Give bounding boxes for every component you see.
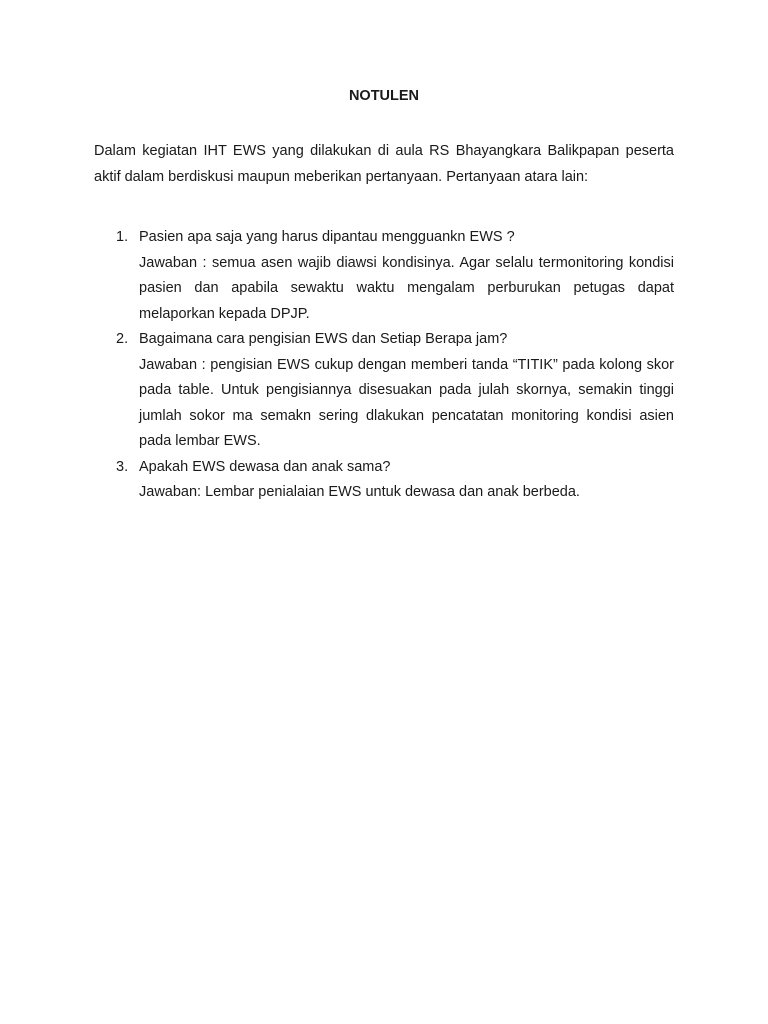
question-list [94, 225, 674, 506]
list-item-number: 3. [116, 458, 129, 475]
answer-text: Jawaban : semua asen wajib diawsi kondisinya. Agar selalu termonitoring kondisi pasien dan apabila sewaktu waktu mengalam perburukan petugas dapat melaporkan kepada DPJP. [139, 254, 674, 322]
list-item-number: 1. [116, 229, 129, 245]
list-item-number: 2. [116, 331, 129, 347]
list-item [94, 327, 674, 455]
question-text: Bagaimana cara pengisian EWS dan Setiap Berapa jam? [139, 331, 508, 347]
question-text: Apakah EWS dewasa dan anak sama? [139, 458, 391, 475]
answer-text: Jawaban : pengisian EWS cukup dengan memberi tanda “TITIK” pada kolong skor pada table. Untuk pengisiannya disesuakan pada julah skornya, semakin tinggi jumlah sokor ma semakn sering dlakukan pencatatan monitoring kondisi asien pada lembar EWS. [139, 356, 674, 449]
question-text: Pasien apa saja yang harus dipantau mengguankn EWS ? [139, 229, 515, 245]
intro-paragraph: Dalam kegiatan IHT EWS yang dilakukan di aula RS Bhayangkara Balikpapan peserta aktif dalam berdiskusi maupun meberikan pertanyaan. Pertanyaan atara lain: [94, 143, 674, 185]
answer-text: Jawaban: Lembar penialaian EWS untuk dewasa dan anak berbeda. [139, 484, 580, 500]
list-item [94, 455, 674, 506]
list-item [94, 225, 674, 327]
document-title: NOTULEN [348, 88, 420, 104]
